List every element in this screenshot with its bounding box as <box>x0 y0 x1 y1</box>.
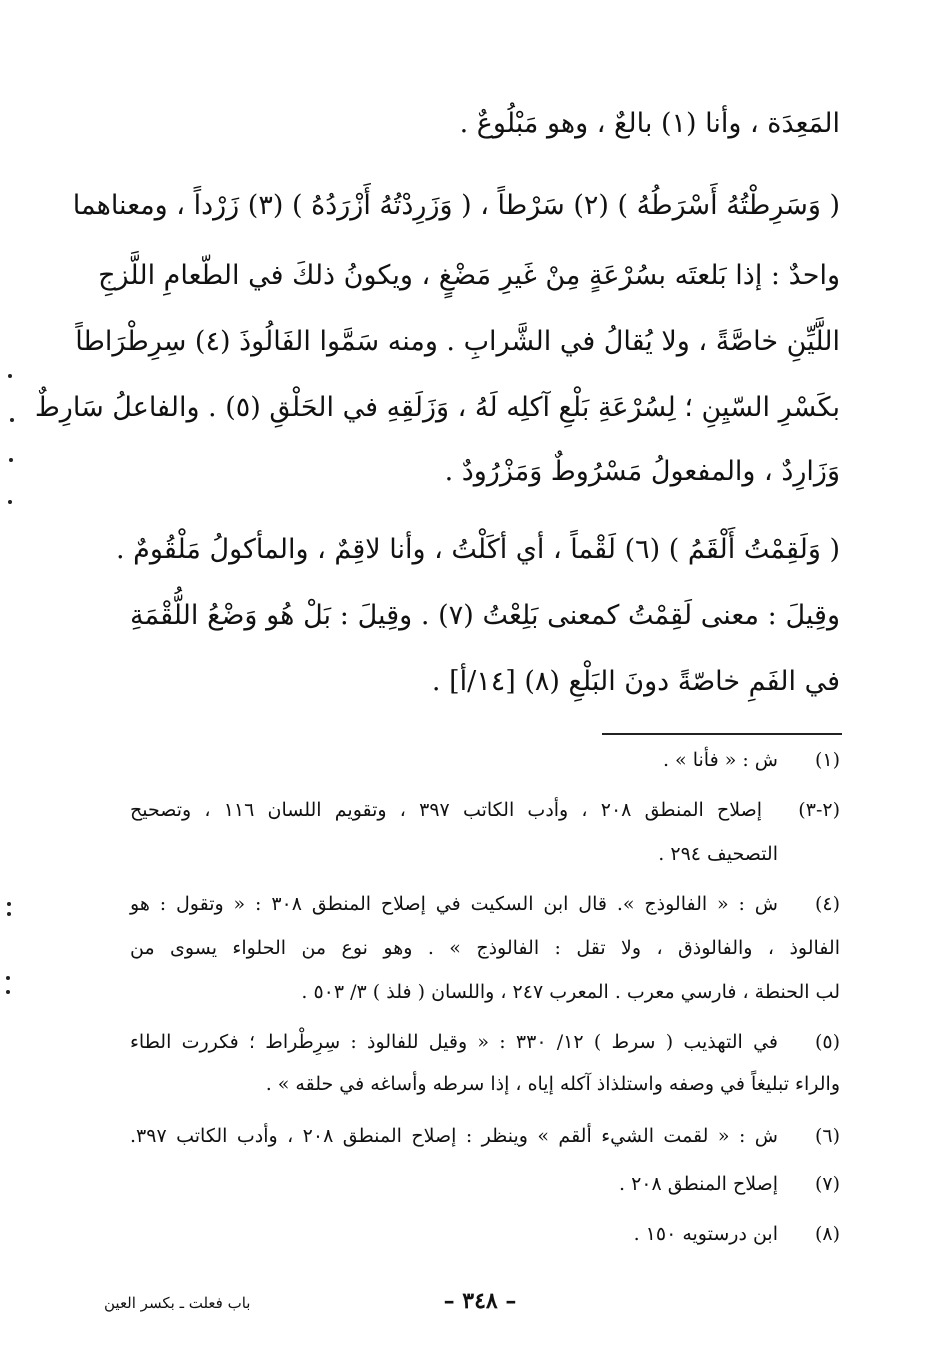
footnote-5 <box>130 1022 840 1062</box>
scan-speck <box>7 912 11 916</box>
scan-speck <box>8 500 12 504</box>
footnote-7 <box>130 1164 840 1204</box>
footnote-8 <box>130 1214 840 1254</box>
footnote-text: ش : « الفالوذج ». قال ابن السكيت في إصلاح المنطق ٣٠٨ : « وتقول : هو <box>130 893 779 915</box>
footnote-text: ش : « فأنا » . <box>662 749 778 771</box>
body-line-2: ( وَسَرِطْتُهُ أَسْرَطُهُ ) (٢) سَرْطاً ، ( وَزَرِدْتُهُ أَزْرَدُهُ ) (٣) زَرْداً ، ومعناهما <box>72 190 840 221</box>
footnote-number: (٤) <box>814 893 840 915</box>
footnote-text: ابن درستويه ١٥٠ . <box>633 1223 778 1245</box>
body-line-8: وقِيلَ : معنى لَقِمْتُ كمعنى بَلِعْتُ (٧) . وقِيلَ : بَلْ هُو وَضْعُ اللُّقْمَةِ <box>130 600 840 631</box>
footnote-number: (٦) <box>814 1125 840 1147</box>
footnote-text: لب الحنطة ، فارسي معرب . المعرب ٢٤٧ ، واللسان ( فلذ ) ٣/ ٥٠٣ . <box>301 981 840 1003</box>
footnote-2-3 <box>130 790 840 830</box>
footnote-text: التصحيف ٢٩٤ . <box>658 843 778 865</box>
body-line-5: بكَسْرِ السّيِنِ ؛ لِسُرْعَةِ بَلْعِ آكلِه لَهُ ، وَزَلَقِهِ في الحَلْقِ (٥) . والفاعلُ سَارِطٌ <box>34 392 840 423</box>
footnote-text: إصلاح المنطق ٢٠٨ . <box>618 1173 778 1195</box>
scan-speck <box>9 458 13 462</box>
footnote-number: (٥) <box>814 1031 840 1053</box>
footnote-text: الفالوذ ، والفالوذق ، ولا تقل : الفالوذج » . وهو نوع من الحلواء يسوى من <box>130 937 840 959</box>
footnote-4-cont-2 <box>130 972 840 1012</box>
footnote-2-3-cont <box>130 834 840 874</box>
footnote-1 <box>130 740 840 780</box>
body-line-4: اللَّيِّنِ خاصَّةً ، ولا يُقالُ في الشَّرابِ . ومنه سَمَّوا الفَالُوذَ (٤) سِرِطْرَاطاً <box>75 326 840 357</box>
footnote-number: (٨) <box>814 1223 840 1245</box>
body-line-9: في الفَمِ خاصّةً دونَ البَلْعِ (٨) [١٤/أ] . <box>431 666 840 697</box>
footnote-number: (٧) <box>814 1173 840 1195</box>
running-title: باب فعلت ـ بكسر العين <box>104 1294 251 1312</box>
scan-speck <box>7 902 11 906</box>
footnote-number: (٢-٣) <box>798 799 840 821</box>
footnote-number: (١) <box>814 749 840 771</box>
scan-speck <box>6 976 10 980</box>
footnote-divider <box>602 733 842 735</box>
footnote-text: والراء تبليغاً في وصفه واستلذاذ آكله إياه ، إذا سرطه وأساغه في حلقه » . <box>265 1073 840 1095</box>
footnote-text: إصلاح المنطق ٢٠٨ ، وأدب الكاتب ٣٩٧ ، وتقويم اللسان ١١٦ ، وتصحيح <box>130 799 762 821</box>
scan-speck <box>6 990 10 994</box>
footnote-5-cont <box>130 1064 840 1104</box>
scan-speck <box>10 418 14 422</box>
page-number: – ٣٤٨ – <box>443 1288 517 1314</box>
footnote-4-cont-1 <box>130 928 840 968</box>
footnote-6 <box>130 1116 840 1156</box>
body-line-6: وَزَارِدٌ ، والمفعولُ مَسْرُوطٌ وَمَزْرُودٌ . <box>444 456 840 487</box>
footnote-text: في التهذيب ( سرط ) ١٢/ ٣٣٠ : « وقيل للفالوذ : سِرِطْراط ؛ فكررت الطاء <box>130 1031 778 1053</box>
footnote-4 <box>130 884 840 924</box>
scan-speck <box>8 374 12 378</box>
body-line-7: ( وَلَقِمْتُ أَلْقَمُ ) (٦) لَقْماً ، أي أكَلْتُ ، وأنا لاقِمٌ ، والمأكولُ مَلْقُومٌ . <box>116 534 840 565</box>
body-line-3: واحدٌ : إذا بَلعتَه بسُرْعَةٍ مِنْ غَيرِ مَضْغٍ ، ويكونُ ذلكَ في الطّعامِ اللَّزجِ <box>98 260 840 291</box>
footnote-text: ش : « لقمت الشيء ألقم » وينظر : إصلاح المنطق ٢٠٨ ، وأدب الكاتب ٣٩٧. <box>130 1125 778 1147</box>
body-line-1: المَعِدَة ، وأنا (١) بالعٌ ، وهو مَبْلُوعٌ . <box>459 108 840 139</box>
